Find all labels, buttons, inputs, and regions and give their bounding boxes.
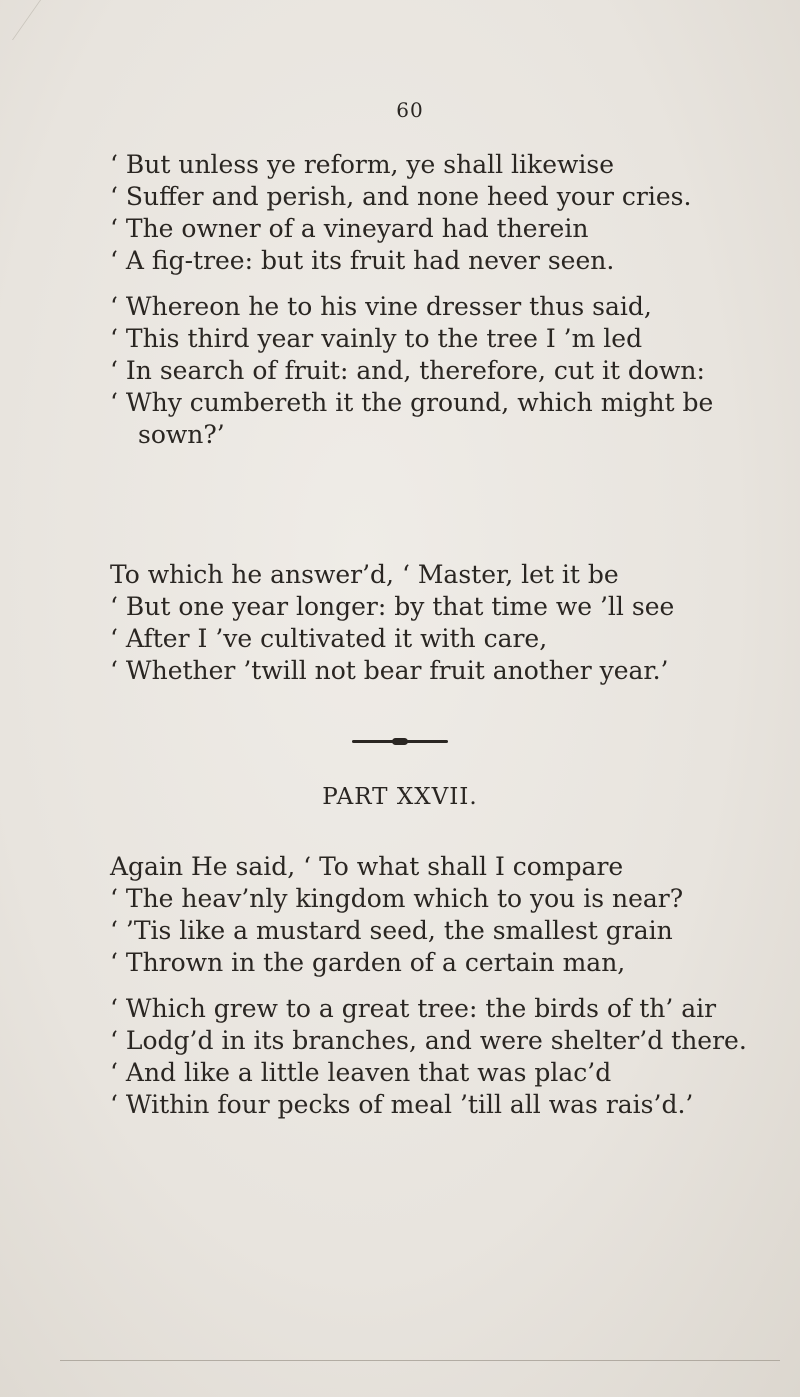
part-heading: PART XXVII. bbox=[322, 784, 478, 810]
verse-line: ‘ After I ’ve cultivated it with care, bbox=[110, 624, 548, 653]
verse-line: ‘ And like a little leaven that was plac’d bbox=[110, 1058, 612, 1087]
page-number: 60 bbox=[396, 98, 424, 122]
verse-line: ‘ Whether ’twill not bear fruit another year.’ bbox=[110, 656, 669, 685]
verse-line: ‘ Within four pecks of meal ’till all was rais’d.’ bbox=[110, 1090, 694, 1119]
verse-line: ‘ ’Tis like a mustard seed, the smallest grain bbox=[110, 916, 673, 945]
verse-line: ‘ Why cumbereth it the ground, which might be bbox=[110, 388, 714, 417]
verse-line: ‘ This third year vainly to the tree I ’m led bbox=[110, 324, 643, 353]
verse-line: ‘ Thrown in the garden of a certain man, bbox=[110, 948, 626, 977]
verse-line: ‘ In search of fruit: and, therefore, cut it down: bbox=[110, 356, 705, 385]
verse-line: Again He said, ‘ To what shall I compare bbox=[110, 852, 624, 881]
verse-line: ‘ The owner of a vineyard had therein bbox=[110, 214, 589, 243]
page-edge-shadow bbox=[60, 1360, 780, 1361]
verse-line: ‘ Whereon he to his vine dresser thus said, bbox=[110, 292, 652, 321]
verse-line: ‘ But one year longer: by that time we ’ll see bbox=[110, 592, 675, 621]
verse-line: sown?’ bbox=[138, 420, 225, 449]
verse-line: ‘ The heav’nly kingdom which to you is near? bbox=[110, 884, 684, 913]
verse-line: ‘ Lodg’d in its branches, and were shelter’d there. bbox=[110, 1026, 747, 1055]
verse-line: ‘ But unless ye reform, ye shall likewise bbox=[110, 150, 615, 179]
verse-line: ‘ A fig-tree: but its fruit had never seen. bbox=[110, 246, 615, 275]
verse-line: To which he answer’d, ‘ Master, let it be bbox=[110, 560, 619, 589]
verse-line: ‘ Suffer and perish, and none heed your cries. bbox=[110, 182, 692, 211]
verse-line: ‘ Which grew to a great tree: the birds of th’ air bbox=[110, 994, 717, 1023]
page-corner-crease bbox=[0, 0, 41, 40]
section-divider bbox=[352, 740, 448, 743]
